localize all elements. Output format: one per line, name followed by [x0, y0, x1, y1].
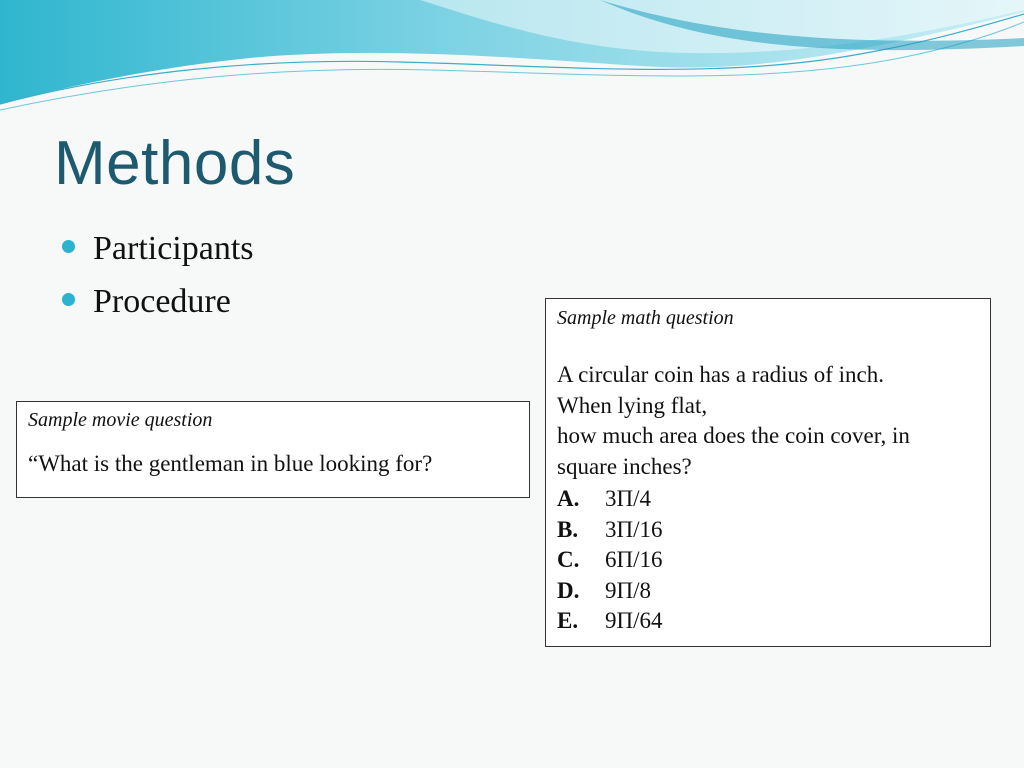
bullet-item-participants [62, 222, 254, 275]
option-letter: D. [557, 577, 580, 603]
math-question-line: When lying flat, [557, 392, 708, 418]
bullet-item-procedure [62, 275, 254, 328]
math-question-line: A circular coin has a radius of inch. [557, 362, 884, 387]
bullet-label: Participants [93, 229, 254, 267]
answer-option-e [557, 606, 979, 637]
option-letter: E. [557, 608, 579, 633]
bullet-dot-icon [62, 240, 75, 253]
option-value: 3Π/16 [605, 516, 663, 542]
option-letter: A. [557, 486, 580, 511]
option-value: 9Π/64 [605, 608, 663, 633]
movie-box-label: Sample movie question [28, 409, 213, 431]
answer-options [557, 484, 979, 637]
answer-option-b [557, 515, 979, 546]
answer-option-a [557, 484, 979, 515]
option-value: 3Π/4 [605, 486, 651, 511]
option-letter: C. [557, 547, 580, 572]
math-question-box [545, 298, 991, 647]
bullet-label: Procedure [93, 282, 231, 320]
math-question-line: how much area does the coin cover, in [557, 423, 910, 448]
movie-question-box [16, 401, 530, 498]
movie-question-text: “What is the gentleman in blue looking for? [28, 451, 433, 476]
bullet-dot-icon [62, 293, 75, 306]
math-question-text [557, 360, 979, 482]
option-value: 9Π/8 [605, 577, 651, 603]
answer-option-c [557, 545, 979, 576]
bullet-list [62, 222, 254, 328]
slide-title: Methods [54, 129, 296, 198]
option-value: 6Π/16 [605, 547, 663, 572]
answer-option-d [557, 576, 979, 607]
decorative-wave-header [0, 0, 1024, 130]
option-letter: B. [557, 516, 579, 542]
math-box-label: Sample math question [557, 307, 734, 329]
math-question-line: square inches? [557, 453, 692, 479]
